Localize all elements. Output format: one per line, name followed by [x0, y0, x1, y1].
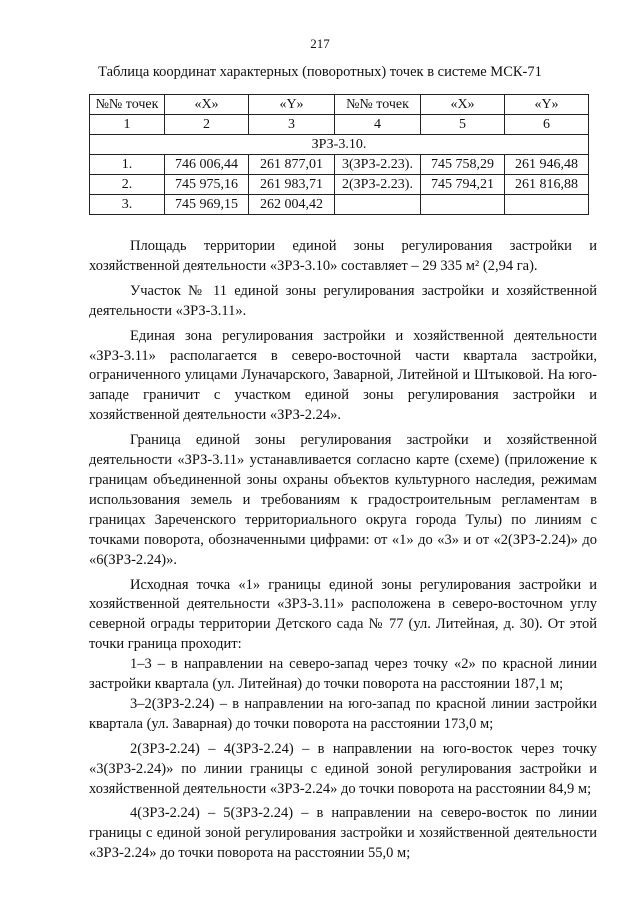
table-header-cell: «X» — [421, 95, 505, 115]
page-number: 217 — [310, 36, 330, 51]
table-cell: 745 975,16 — [165, 175, 249, 195]
table-header-row — [90, 95, 589, 115]
table-cell: 3(ЗРЗ-2.23). — [335, 155, 421, 175]
coordinates-table — [89, 94, 589, 215]
column-number-cell: 2 — [165, 115, 249, 135]
paragraph-segment: 1–3 – в направлении на северо-запад через точку «2» по красной линии застройки квартала (ул. Литейная) до точки поворота на расстоянии 187,1 м; — [89, 656, 597, 693]
table-cell: 261 816,88 — [505, 175, 589, 195]
table-cell: 261 877,01 — [249, 155, 335, 175]
table-cell: 2(ЗРЗ-2.23). — [335, 175, 421, 195]
paragraph-boundary: Граница единой зоны регулирования застройки и хозяйственной деятельности «ЗРЗ-3.11» устанавливается согласно карте (схеме) (приложение к границам объединенной зоны охраны объектов культурного наследия, режимам использования земель и требованиям к градостроительным регламентам в границах Зареченского территориального округа города Тулы) по линиям с точками поворота, обозначенными цифрами: от «1» до «3» и от «2(ЗРЗ-2.24)» до «6(ЗРЗ-2.24)». — [89, 432, 597, 568]
paragraph-area: Площадь территории единой зоны регулирования застройки и хозяйственной деятельности «ЗРЗ-3.10» составляет – 29 335 м² (2,94 га). — [89, 238, 597, 274]
table-cell: 746 006,44 — [165, 155, 249, 175]
zone-label: ЗРЗ-3.10. — [90, 135, 589, 155]
column-number-cell: 1 — [90, 115, 165, 135]
column-number-cell: 5 — [421, 115, 505, 135]
table-cell: 1. — [90, 155, 165, 175]
table-column-number-row — [90, 115, 589, 135]
table-header-cell: «Y» — [249, 95, 335, 115]
table-row — [90, 175, 589, 195]
table-zone-row — [90, 135, 589, 155]
paragraph-segment: 3–2(ЗРЗ-2.24) – в направлении на юго-запад по красной линии застройки квартала (ул. Заварная) до точки поворота на расстоянии 173,0 м; — [89, 695, 597, 732]
table-cell — [505, 195, 589, 215]
paragraph-origin-point: Исходная точка «1» границы единой зоны регулирования застройки и хозяйственной деятельности «ЗРЗ-3.11» расположена в северо-восточном углу северной ограды территории Детского сада № 77 (ул. Литейная, д. 30). От этой точки граница проходит: — [89, 576, 597, 653]
table-cell — [421, 195, 505, 215]
table-cell: 745 794,21 — [421, 175, 505, 195]
table-cell: 2. — [90, 175, 165, 195]
table-row — [90, 155, 589, 175]
paragraph-segment: 2(ЗРЗ-2.24) – 4(ЗРЗ-2.24) – в направлении на юго-восток через точку «3(ЗРЗ-2.24)» по линии границы с единой зоной регулирования застройки и хозяйственной деятельности «ЗРЗ-2.24» до точки поворота на расстоянии 84,9 м; — [89, 740, 597, 797]
table-header-cell: «X» — [165, 95, 249, 115]
table-cell: 3. — [90, 195, 165, 215]
paragraph-segment: 4(ЗРЗ-2.24) – 5(ЗРЗ-2.24) – в направлении на северо-восток по линии границы с единой зоной регулирования застройки и хозяйственной деятельности «ЗРЗ-2.24» до точки поворота на расстоянии 55,0 м; — [89, 805, 597, 862]
body-text — [89, 237, 597, 869]
table-cell: 262 004,42 — [249, 195, 335, 215]
paragraph-location: Единая зона регулирования застройки и хозяйственной деятельности «ЗРЗ-3.11» располагается в северо-восточной части квартала застройки, ограниченного улицами Луначарского, Заварной, Литейной и Штыковой. На юго-западе граничит с участком единой зоны регулирования застройки и хозяйственной деятельности «ЗРЗ-2.24». — [89, 327, 597, 424]
table-cell: 261 946,48 — [505, 155, 589, 175]
table-header-cell: №№ точек — [335, 95, 421, 115]
table-cell: 261 983,71 — [249, 175, 335, 195]
table-cell: 745 969,15 — [165, 195, 249, 215]
column-number-cell: 4 — [335, 115, 421, 135]
table-caption: Таблица координат характерных (поворотных) точек в системе МСК-71 — [98, 64, 542, 80]
table-header-cell: №№ точек — [90, 95, 165, 115]
column-number-cell: 3 — [249, 115, 335, 135]
table-cell — [335, 195, 421, 215]
paragraph-plot-title: Участок № 11 единой зоны регулирования застройки и хозяйственной деятельности «ЗРЗ-3.11». — [89, 282, 597, 319]
table-cell: 745 758,29 — [421, 155, 505, 175]
column-number-cell: 6 — [505, 115, 589, 135]
table-row — [90, 195, 589, 215]
table-header-cell: «Y» — [505, 95, 589, 115]
